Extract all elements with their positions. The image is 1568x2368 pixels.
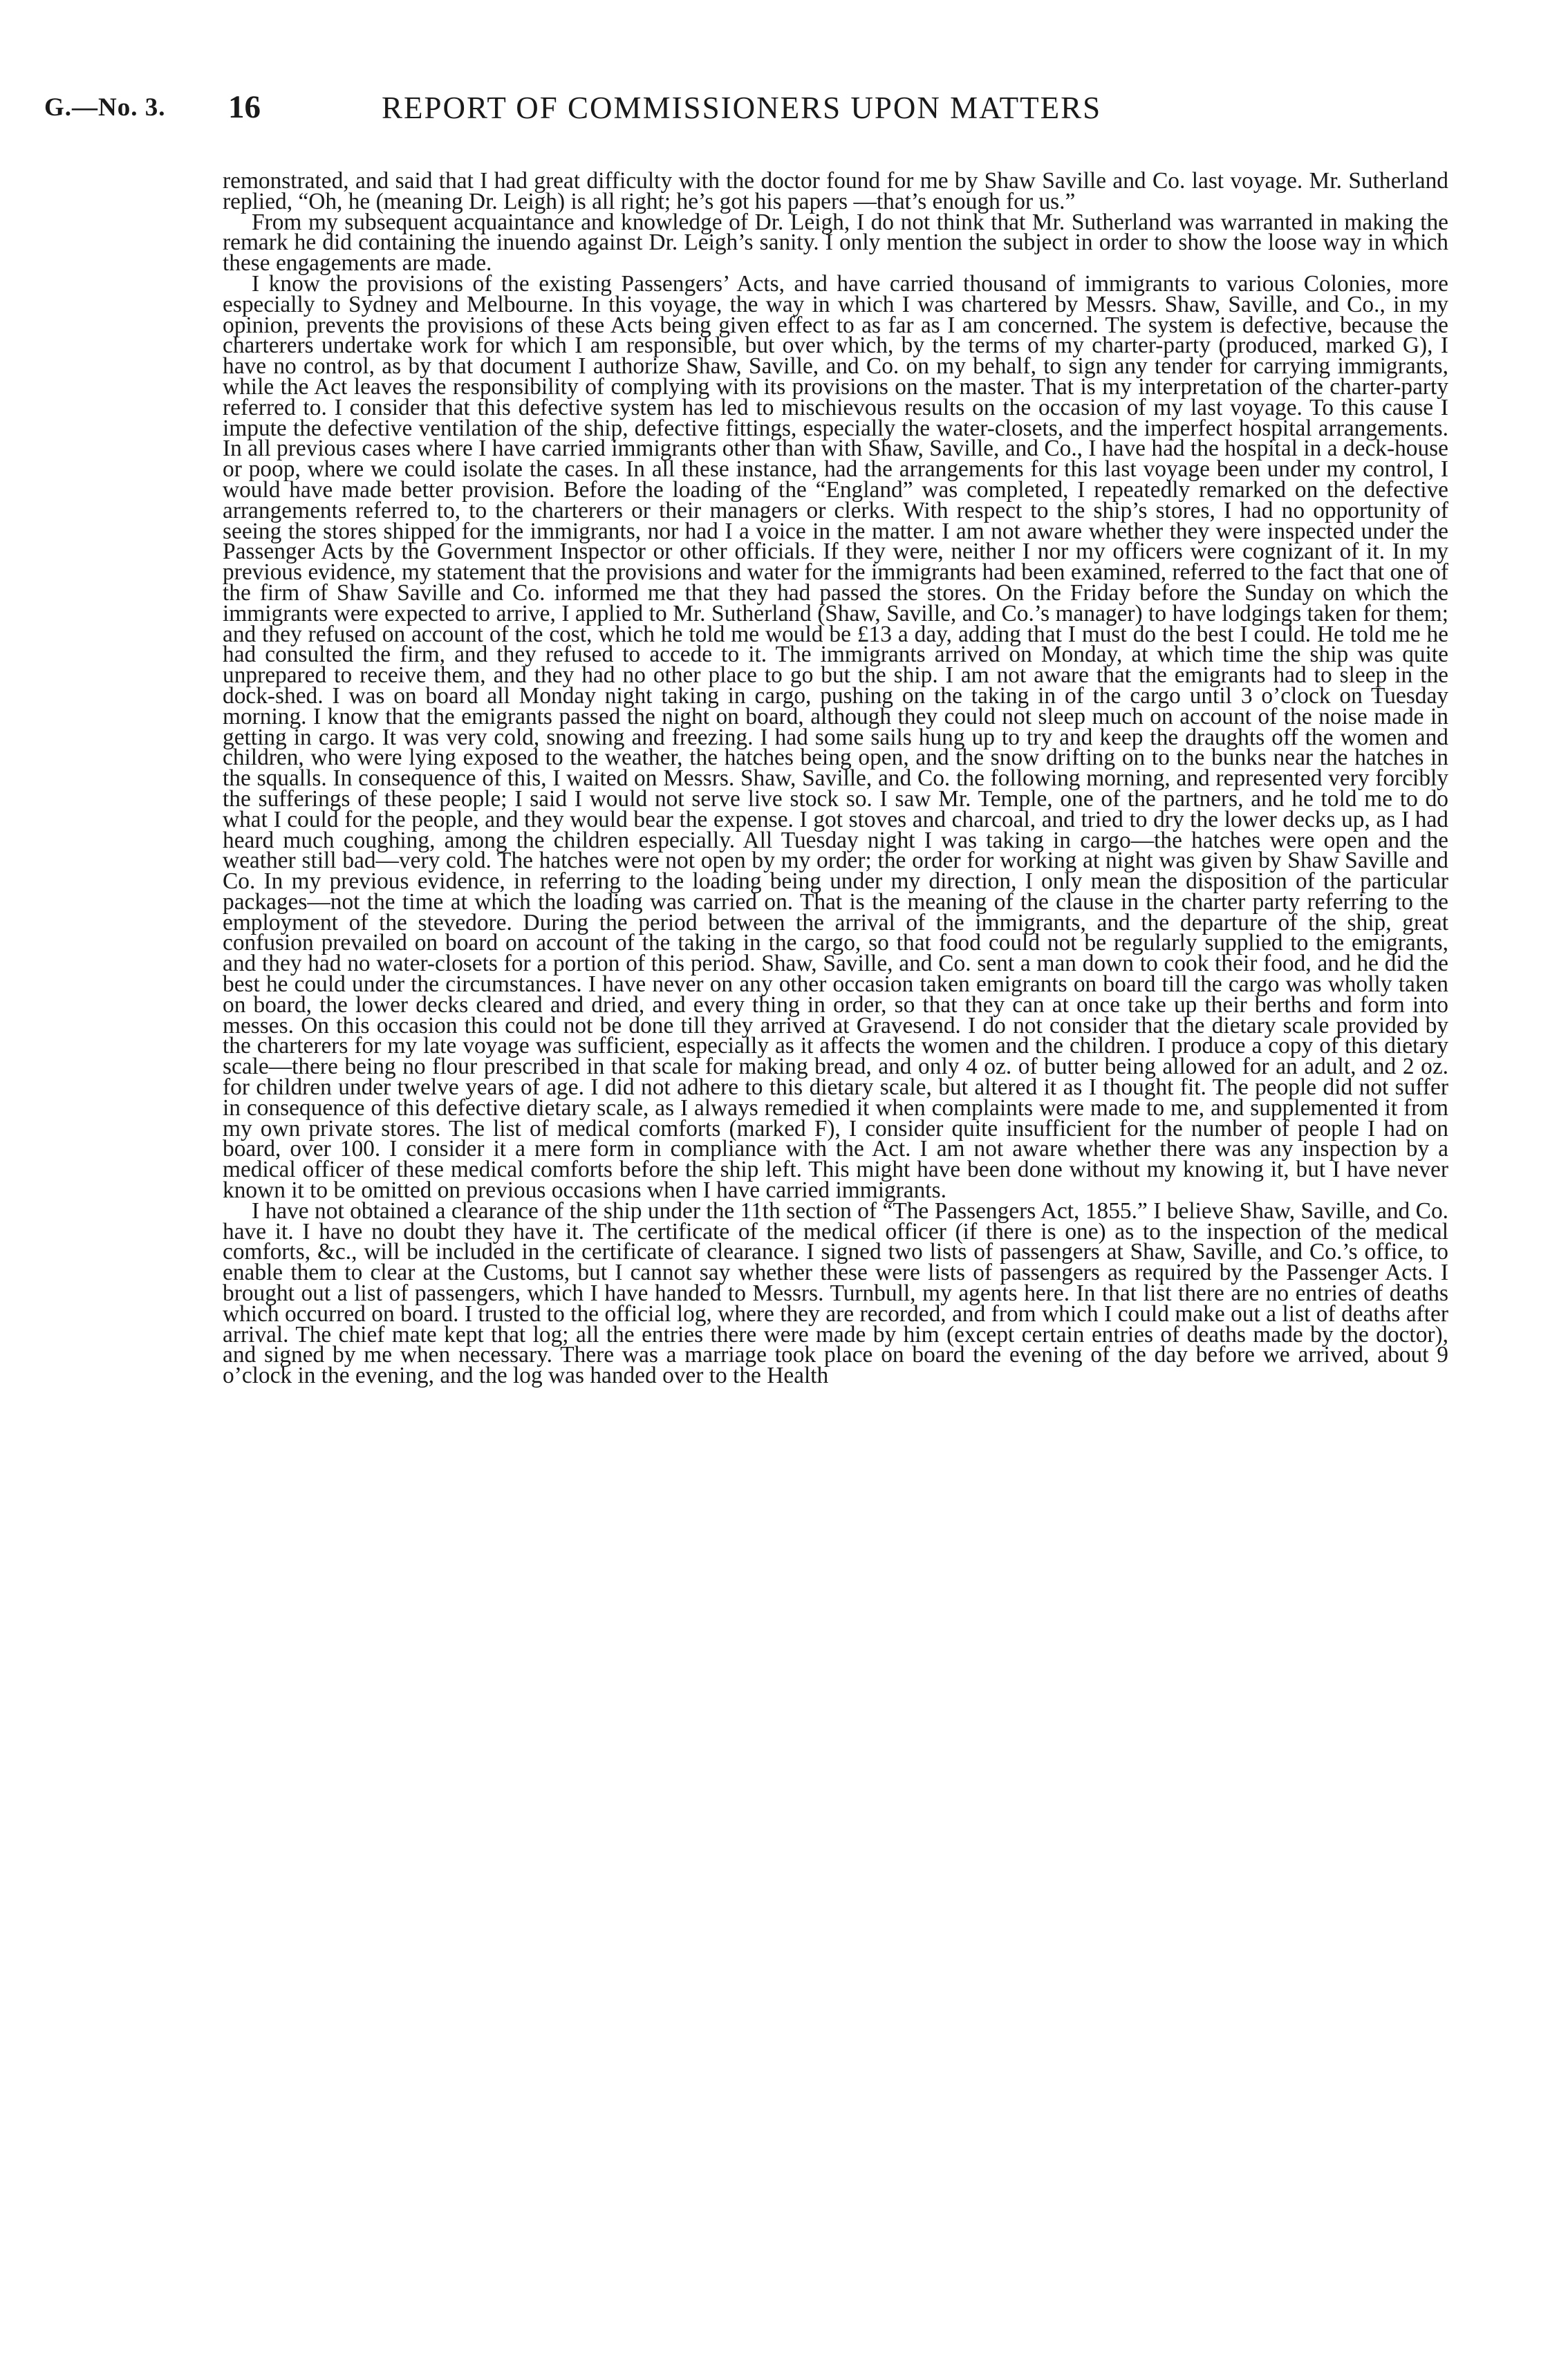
document-code: G.—No. 3.: [44, 93, 166, 122]
paragraph-2: From my subsequent acquaintance and knowledge of Dr. Leigh, I do not think that Mr. Sutherland was warranted in making the remark he did containing the inuendo against Dr. Leigh’s sanity. I only mention the subject in order to show the loose way in which these engagements are made.: [223, 209, 1448, 277]
page-number: 16: [228, 89, 261, 125]
body-text: [223, 168, 1448, 1389]
paragraph-3: I know the provisions of the existing Passengers’ Acts, and have carried thousand of immigrants to various Colonies, more especially to Sydney and Melbourne. In this voyage, the way in which I was chartered by Messrs. Shaw, Saville, and Co., in my opinion, prevents the provisions of these Acts being given effect to as far as I am concerned. The system is defective, because the charterers undertake work for which I am responsible, but over which, by the terms of my charter-party (produced, marked G), I have no control, as by that document I authorize Shaw, Saville, and Co. on my behalf, to sign any tender for carrying immigrants, while the Act leaves the responsibility of complying with its provisions on the master. That is my interpretation of the charter-party referred to. I consider that this defective system has led to mischievous results on the occasion of my last voyage. To this cause I impute the defective ventilation of the ship, defective fittings, especially the water-closets, and the imperfect hospital arrangements. In all previous cases where I have carried immigrants other than with Shaw, Saville, and Co., I have had the hospital in a deck-house or poop, where we could isolate the cases. In all these instance, had the arrangements for this last voyage been under my control, I would have made better provision. Before the loading of the “England” was completed, I repeatedly remarked on the defective arrangements referred to, to the charterers or their managers or clerks. With respect to the ship’s stores, I had no opportunity of seeing the stores shipped for the immigrants, nor had I a voice in the matter. I am not aware whether they were inspected under the Passenger Acts by the Government Inspector or other officials. If they were, neither I nor my officers were cognizant of it. In my previous evidence, my statement that the provisions and water for the immigrants had been examined, referred to the fact that one of the firm of Shaw Saville and Co. informed me that they had passed the stores. On the Friday before the Sunday on which the immigrants were expected to arrive, I applied to Mr. Sutherland (Shaw, Saville, and Co.’s manager) to have lodgings taken for them; and they refused on account of the cost, which he told me would be £13 a day, adding that I must do the best I could. He told me he had consulted the firm, and they refused to accede to it. The immigrants arrived on Monday, at which time the ship was quite unprepared to receive them, and they had no other place to go but the ship. I am not aware that the emigrants had to sleep in the dock-shed. I was on board all Monday night taking in cargo, pushing on the taking in of the cargo until 3 o’clock on Tuesday morning. I know that the emigrants passed the night on board, although they could not sleep much on account of the noise made in getting in cargo. It was very cold, snowing and freezing. I had some sails hung up to try and keep the draughts off the women and children, who were lying exposed to the weather, the hatches being open, and the snow drifting on to the bunks near the hatches in the squalls. In consequence of this, I waited on Messrs. Shaw, Saville, and Co. the following morning, and represented very forcibly the sufferings of these people; I said I would not serve live stock so. I saw Mr. Temple, one of the partners, and he told me to do what I could for the people, and they would bear the expense. I got stoves and charcoal, and tried to dry the lower decks up, as I had heard much coughing, among the children especially. All Tuesday night I was taking in cargo—the hatches were open and the weather still bad—very cold. The hatches were not open by my order; the order for working at night was given by Shaw Saville and Co. In my previous evidence, in referring to the loading being under my direction, I only mean the disposition of the particular packages—not the time at which the loading was carried on. That is the meaning of the clause in the charter party referring to the employment of the stevedore. During the period between the arrival of the immigrants, and the departure of the ship, great confusion prevailed on board on account of the taking in the cargo, so that food could not be regularly supplied to the emigrants, and they had no water-closets for a portion of this period. Shaw, Saville, and Co. sent a man down to cook their food, and he did the best he could under the circumstances. I have never on any other occasion taken emigrants on board till the cargo was wholly taken on board, the lower decks cleared and dried, and every thing in order, so that they can at once take up their berths and form into messes. On this occasion this could not be done till they arrived at Gravesend. I do not consider that the dietary scale provided by the charterers for my late voyage was sufficient, especially as it affects the women and the children. I produce a copy of this dietary scale—there being no flour prescribed in that scale for making bread, and only 4 oz. of butter being allowed for an adult, and 2 oz. for children under twelve years of age. I did not adhere to this dietary scale, but altered it as I thought fit. The people did not suffer in consequence of this defective dietary scale, as I always remedied it when complaints were made to me, and supplemented it from my own private stores. The list of medical comforts (marked F), I consider quite insufficient for the number of people I had on board, over 100. I consider it a mere form in compliance with the Act. I am not aware whether there was any inspection by a medical officer of these medical comforts before the ship left. This might have been done without my knowing it, but I have never known it to be omitted on previous occasions when I have carried immigrants.: [223, 270, 1448, 1204]
paragraph-4: I have not obtained a clearance of the ship under the 11th section of “The Passengers Act, 1855.” I believe Shaw, Saville, and Co. have it. I have no doubt they have it. The certificate of the medical officer (if there is one) as to the inspection of the medical comforts, &c., will be included in the certificate of clearance. I signed two lists of passengers at Shaw, Saville, and Co.’s office, to enable them to clear at the Customs, but I cannot say whether these were lists of passengers as required by the Passenger Acts. I brought out a list of passengers, which I have handed to Messrs. Turnbull, my agents here. In that list there are no entries of deaths which occurred on board. I trusted to the official log, where they are recorded, and from which I could make out a list of deaths after arrival. The chief mate kept that log; all the entries there were made by him (except certain entries of deaths made by the doctor), and signed by me when necessary. There was a marriage took place on board the evening of the day before we arrived, about 9 o’clock in the evening, and the log was handed over to the Health: [223, 1197, 1448, 1389]
running-title: REPORT OF COMMISSIONERS UPON MATTERS: [382, 91, 1102, 125]
paragraph-1: remonstrated, and said that I had great difficulty with the doctor found for me by Shaw Saville and Co. last voyage. Mr. Sutherland replied, “Oh, he (meaning Dr. Leigh) is all right; he’s got his papers —that’s enough for us.”: [223, 168, 1448, 214]
page-header: [44, 88, 1427, 130]
